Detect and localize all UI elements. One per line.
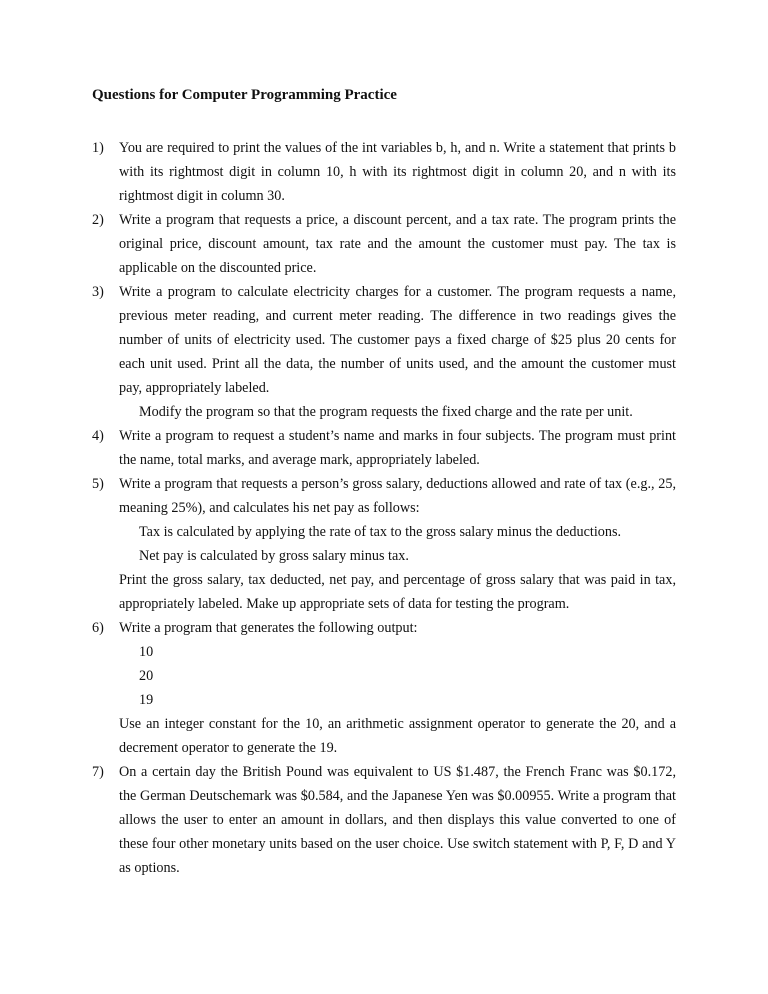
question-text: Write a program to request a student’s name and marks in four subjects. The program must print the name, total marks, and average mark, appropriately labeled. [119,428,676,468]
page-title: Questions for Computer Programming Practice [92,87,397,103]
question-7 [92,760,676,880]
output-line: 20 [139,668,154,684]
question-text: Write a program that requests a person’s gross salary, deductions allowed and rate of tax (e.g., 25, meaning 25%), and calculates his net pay as follows: [119,476,676,516]
question-list [92,136,676,880]
output-line: 10 [139,644,154,660]
question-text: On a certain day the British Pound was equivalent to US $1.487, the French Franc was $0.172, the German Deutschemark was $0.584, and the Japanese Yen was $0.00955. Write a program that allows the user to enter an amount in dollars, and then displays this value converted to one of these four other monetary units based on the user choice. Use switch statement with P, F, D and Y as options. [119,764,676,876]
question-text: Write a program to calculate electricity charges for a customer. The program requests a name, previous meter reading, and current meter reading. The difference in two readings gives the number of units of electricity used. The customer pays a fixed charge of $25 plus 20 cents for each unit used. Print all the data, the number of units used, and the amount the customer must pay, appropriately labeled. [119,284,676,396]
question-number: 3) [92,284,104,300]
question-3 [92,280,676,424]
question-number: 4) [92,428,104,444]
question-number: 1) [92,140,104,156]
question-followup-text: Use an integer constant for the 10, an arithmetic assignment operator to generate the 20, and a decrement operator to generate the 19. [119,716,676,756]
question-2 [92,208,676,280]
question-extra-text: Modify the program so that the program requests the fixed charge and the rate per unit. [139,404,633,420]
question-text: Write a program that requests a price, a discount percent, and a tax rate. The program prints the original price, discount amount, tax rate and the amount the customer must pay. The tax is applicable on the discounted price. [119,212,676,276]
question-number: 6) [92,620,104,636]
question-5 [92,472,676,616]
question-6 [92,616,676,760]
question-subpoint: Net pay is calculated by gross salary minus tax. [139,548,409,564]
question-number: 7) [92,764,104,780]
question-subpoint: Tax is calculated by applying the rate of tax to the gross salary minus the deductions. [139,524,622,540]
output-line: 19 [139,692,154,708]
question-text: Write a program that generates the following output: [119,620,418,636]
question-1 [92,136,676,208]
question-number: 2) [92,212,104,228]
question-text: You are required to print the values of the int variables b, h, and n. Write a statement that prints b with its rightmost digit in column 10, h with its rightmost digit in column 20, and n with its rightmost digit in column 30. [119,140,676,204]
question-number: 5) [92,476,104,492]
question-4 [92,424,676,472]
question-followup-text: Print the gross salary, tax deducted, net pay, and percentage of gross salary that was paid in tax, appropriately labeled. Make up appropriate sets of data for testing the program. [119,572,676,612]
